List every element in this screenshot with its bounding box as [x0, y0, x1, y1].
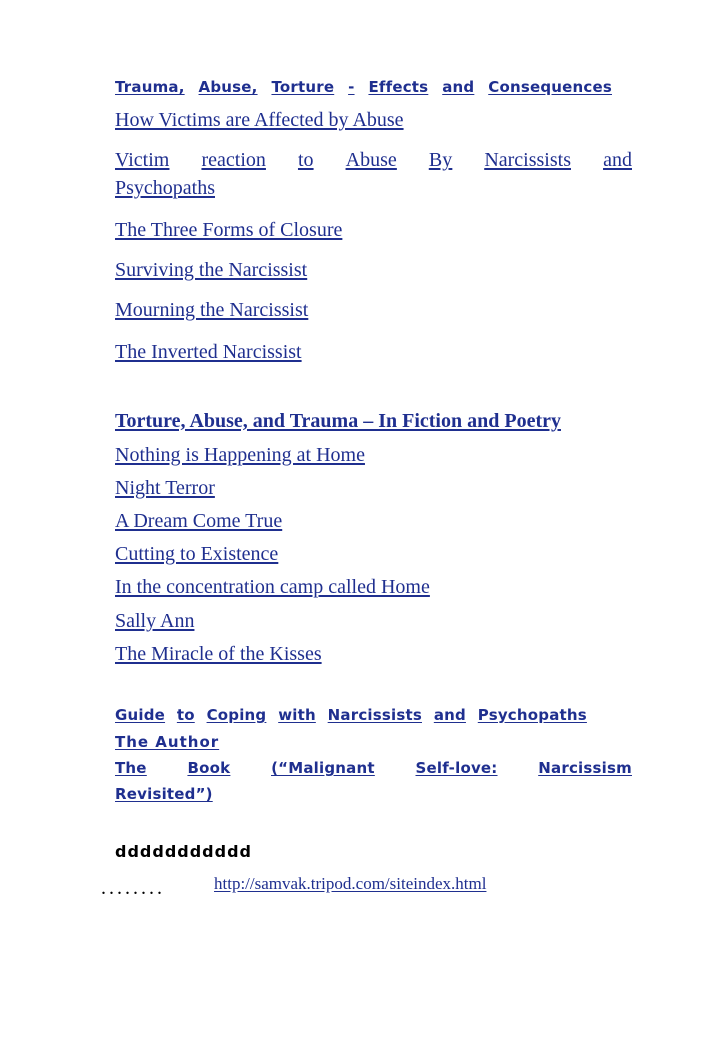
- link-guide-coping[interactable]: [115, 705, 587, 725]
- word: The: [115, 759, 147, 777]
- word: and: [433, 706, 466, 724]
- link-the-author[interactable]: The Author: [115, 733, 220, 751]
- link-nothing-happening[interactable]: Nothing is Happening at Home: [115, 444, 365, 466]
- word: Abuse: [345, 149, 397, 171]
- link-night-terror[interactable]: Night Terror: [115, 477, 215, 499]
- word: Narcissists: [484, 149, 571, 171]
- word: Narcissism: [538, 759, 632, 777]
- link-surviving-narcissist[interactable]: Surviving the Narcissist: [115, 259, 308, 281]
- word: Consequences: [488, 78, 612, 96]
- word: Guide: [115, 706, 166, 724]
- link-dream-come-true[interactable]: A Dream Come True: [115, 510, 283, 532]
- link-three-forms-closure[interactable]: The Three Forms of Closure: [115, 219, 343, 241]
- link-victim-reaction-line2[interactable]: Psychopaths: [115, 177, 215, 199]
- word: Self-love:: [415, 759, 498, 777]
- heading-fiction-poetry-link[interactable]: Torture, Abuse, and Trauma – In Fiction and Poetry: [115, 410, 561, 432]
- glyph-row: ddddddddddd: [115, 842, 252, 861]
- word: Psychopaths: [477, 706, 587, 724]
- word: to: [297, 149, 314, 171]
- link-cutting-existence[interactable]: Cutting to Existence: [115, 543, 279, 565]
- word: By: [428, 149, 453, 171]
- word: reaction: [201, 149, 266, 171]
- word: Book: [187, 759, 231, 777]
- word: Coping: [206, 706, 267, 724]
- dot-leader: ........: [101, 877, 165, 899]
- link-how-victims-affected[interactable]: How Victims are Affected by Abuse: [115, 109, 404, 131]
- link-inverted-narcissist[interactable]: The Inverted Narcissist: [115, 341, 302, 363]
- word: Effects: [368, 78, 429, 96]
- link-concentration-camp[interactable]: In the concentration camp called Home: [115, 576, 430, 598]
- word: with: [278, 706, 316, 724]
- link-the-book[interactable]: [115, 758, 632, 778]
- word: Trauma,: [115, 78, 185, 96]
- link-miracle-kisses[interactable]: The Miracle of the Kisses: [115, 643, 322, 665]
- link-the-book-line2[interactable]: Revisited”): [115, 785, 213, 803]
- link-sally-ann[interactable]: Sally Ann: [115, 610, 195, 632]
- link-victim-reaction[interactable]: [115, 148, 632, 172]
- word: (“Malignant: [271, 759, 375, 777]
- word: to: [176, 706, 195, 724]
- site-index-url-link[interactable]: http://samvak.tripod.com/siteindex.html: [214, 874, 487, 893]
- word: -: [348, 78, 355, 96]
- word: Abuse,: [198, 78, 258, 96]
- heading-trauma-effects-link[interactable]: [115, 77, 612, 97]
- word: Victim: [115, 149, 170, 171]
- word: Narcissists: [327, 706, 422, 724]
- word: Torture: [271, 78, 335, 96]
- word: and: [442, 78, 475, 96]
- link-mourning-narcissist[interactable]: Mourning the Narcissist: [115, 299, 309, 321]
- word: and: [603, 149, 632, 171]
